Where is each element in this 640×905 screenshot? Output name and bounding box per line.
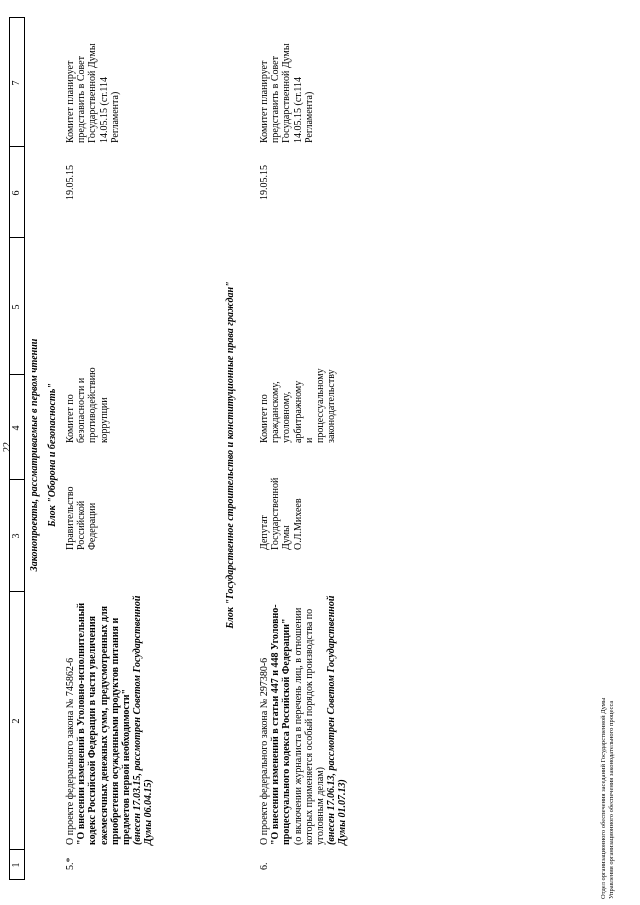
bill-description: [65, 595, 155, 845]
block-title: Блок "Оборона и безопасность": [47, 383, 58, 527]
committee-plan: Комитет планирует представить в Совет Государственной Думы 14.05.15 (ст.114 Регламента): [259, 43, 315, 143]
footer-line: Отдел организационного обеспечения заседаний Государственной Думы: [600, 697, 607, 899]
column-number: 7: [11, 80, 22, 86]
header-divider: [9, 374, 25, 375]
row-number: 6.: [259, 862, 270, 870]
column-number: 6: [11, 190, 22, 196]
header-divider: [9, 849, 25, 850]
column-number: 2: [11, 718, 22, 724]
column-number: 3: [11, 533, 22, 539]
column-number: 4: [11, 425, 22, 431]
block-title: Блок "Государственное строительство и конституционные права граждан": [225, 281, 236, 629]
page-number: 22: [2, 442, 13, 452]
committee: Комитет по безопасности и противодействию коррупции: [65, 367, 110, 443]
bill-subject: (о включении журналиста в перечень лиц, в отношении которых применяется особый порядок производства по уголовным делам): [292, 607, 327, 845]
header-divider: [9, 17, 25, 18]
header-bottom-rule: [24, 18, 25, 880]
header-divider: [9, 146, 25, 147]
page-footer: [600, 479, 615, 899]
section-title: Законопроекты, рассматриваемые в первом чтении: [29, 338, 40, 572]
bill-name: "О внесении изменений в Уголовно-исполнительный кодекс Российской Федерации в части увеличения ежемесячных денежных сумм, предусмотренных для приобретения осужденными продуктов питания и предметов первой необходимости": [76, 602, 133, 845]
bill-description: [259, 595, 349, 845]
column-number: 1: [11, 862, 22, 868]
row-number: 5.*: [65, 857, 76, 870]
bill-note: (внесен 17.03.15, рассмотрен Советом Государственной Думы 06.04.15): [132, 595, 155, 845]
bill-note: (внесен 17.06.13, рассмотрен Советом Государственной Думы 01.07.13): [326, 595, 349, 845]
header-divider: [9, 237, 25, 238]
committee-plan: Комитет планирует представить в Совет Государственной Думы 14.05.15 (ст.114 Регламента): [65, 43, 121, 143]
committee: Комитет по гражданскому, уголовному, арбитражному и процессуальному законодательству: [259, 368, 338, 443]
footer-line: Управления организационного обеспечения законодательного процесса: [607, 700, 615, 899]
column-number: 5: [11, 304, 22, 310]
header-top-rule: [9, 18, 10, 880]
initiator: Депутат Государственной Думы О.Л.Михеев: [259, 477, 304, 550]
header-divider: [9, 879, 25, 880]
bill-name: "О внесении изменений в статьи 447 и 448 Уголовно-процессуального кодекса Российской Федерации": [270, 604, 293, 845]
bill-intro: О проекте федерального закона № 297380-6: [259, 657, 270, 845]
consideration-date: 19.05.15: [65, 165, 76, 200]
consideration-date: 19.05.15: [259, 165, 270, 200]
header-divider: [9, 591, 25, 592]
bill-intro: О проекте федерального закона № 745862-6: [65, 657, 76, 845]
header-divider: [9, 479, 25, 480]
initiator: Правительство Российской Федерации: [65, 486, 99, 550]
